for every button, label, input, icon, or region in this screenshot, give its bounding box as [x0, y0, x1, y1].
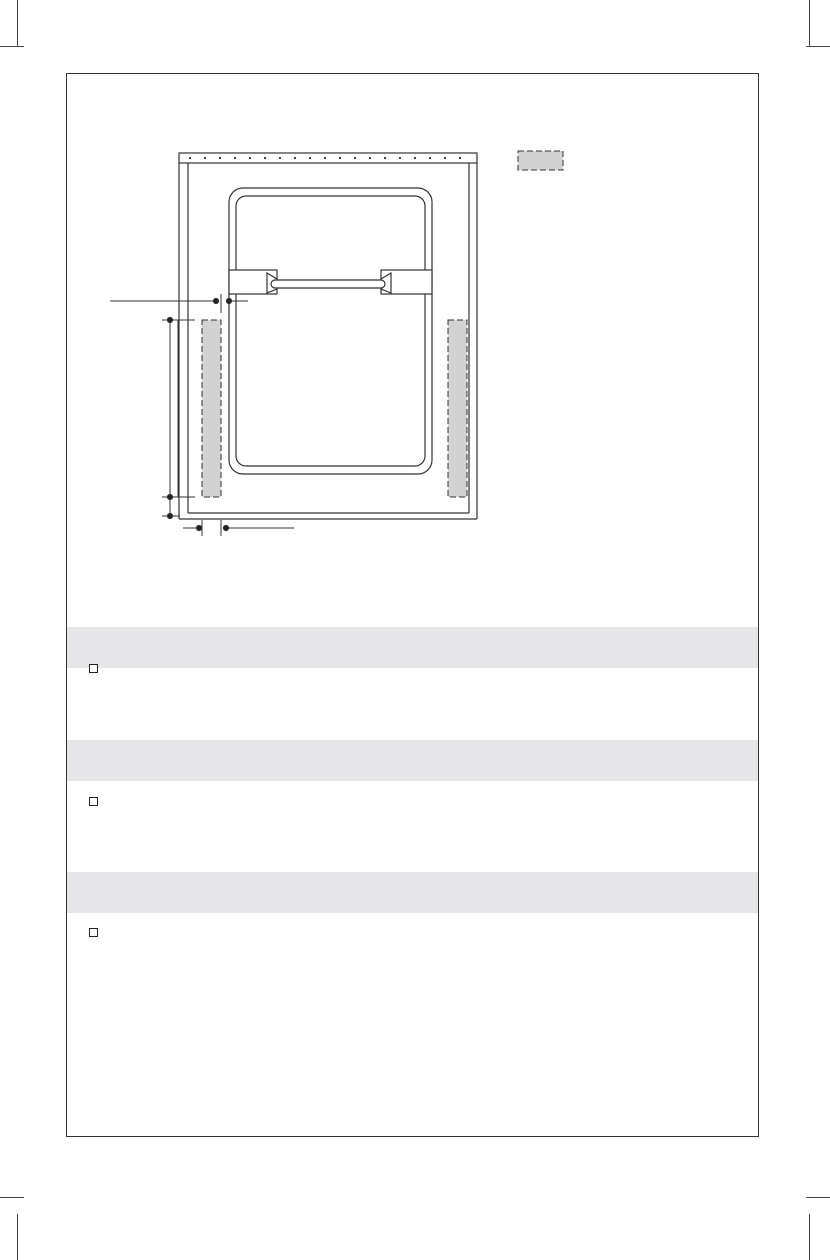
section-header-band-1	[67, 627, 758, 668]
legend-swatch	[518, 151, 563, 170]
crop-mark-bottom-left-vertical	[17, 1214, 18, 1260]
mounting-zone-right	[448, 320, 467, 497]
crop-mark-bottom-left-horizontal	[0, 1197, 24, 1198]
crossbar	[229, 270, 432, 294]
section-header-band-3	[67, 872, 758, 913]
section-2-checkbox[interactable]	[89, 797, 98, 806]
drawer-frame	[229, 188, 432, 474]
section-3-checkbox[interactable]	[89, 928, 98, 937]
top-rail-dots	[189, 157, 461, 159]
section-1-checkbox[interactable]	[89, 664, 98, 673]
crop-mark-bottom-right-horizontal	[806, 1197, 830, 1198]
crop-mark-bottom-right-vertical	[809, 1214, 810, 1260]
installation-diagram	[0, 0, 830, 600]
mounting-zone-left	[202, 320, 221, 497]
section-header-band-2	[67, 740, 758, 781]
